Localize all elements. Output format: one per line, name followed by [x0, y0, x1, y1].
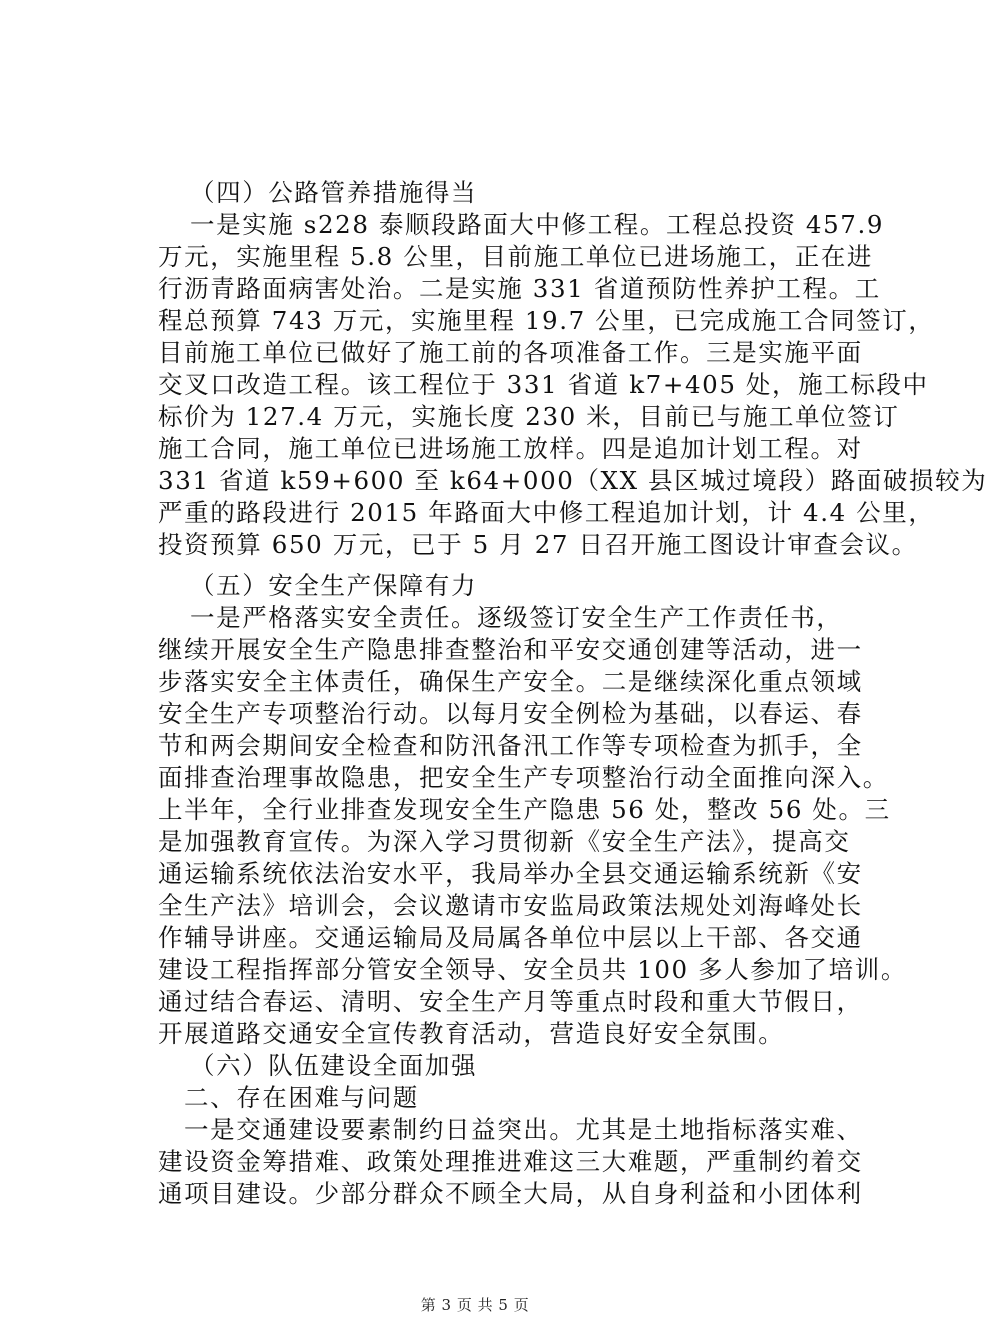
paragraph-line: 一是实施 s228 泰顺段路面大中修工程。工程总投资 457.9	[190, 210, 885, 239]
paragraph-line: 建设资金筹措难、政策处理推进难这三大难题，严重制约着交	[158, 1147, 863, 1176]
paragraph-line: 一是交通建设要素制约日益突出。尤其是土地指标落实难、	[184, 1115, 863, 1144]
paragraph-line: 目前施工单位已做好了施工前的各项准备工作。三是实施平面	[158, 338, 863, 367]
paragraph-line: 上半年，全行业排查发现安全生产隐患 56 处，整改 56 处。三	[158, 795, 891, 824]
paragraph-line: 通项目建设。少部分群众不顾全大局，从自身利益和小团体利	[158, 1179, 863, 1208]
paragraph-line: 通过结合春运、清明、安全生产月等重点时段和重大节假日，	[158, 987, 863, 1016]
paragraph-line: 331 省道 k59+600 至 k64+000（XX 县区城过境段）路面破损较为	[158, 466, 987, 495]
section-6-heading: （六）队伍建设全面加强	[190, 1051, 478, 1080]
paragraph-line: 程总预算 743 万元，实施里程 19.7 公里，已完成施工合同签订，	[158, 306, 935, 335]
paragraph-line: 步落实安全主体责任，确保生产安全。二是继续深化重点领域	[158, 667, 863, 696]
paragraph-line: 安全生产专项整治行动。以每月安全例检为基础，以春运、春	[158, 699, 863, 728]
paragraph-line: 万元，实施里程 5.8 公里，目前施工单位已进场施工，正在进	[158, 242, 874, 271]
section-5	[158, 570, 907, 1210]
paragraph-line: 投资预算 650 万元，已于 5 月 27 日召开施工图设计审查会议。	[158, 530, 918, 559]
section-4	[158, 177, 987, 561]
paragraph-line: 通运输系统依法治安水平，我局举办全县交通运输系统新《安	[158, 859, 863, 888]
paragraph-line: 标价为 127.4 万元，实施长度 230 米，目前已与施工单位签订	[158, 402, 900, 431]
paragraph-line: 是加强教育宣传。为深入学习贯彻新《安全生产法》，提高交	[158, 827, 851, 856]
paragraph-line: 面排查治理事故隐患，把安全生产专项整治行动全面推向深入。	[158, 763, 889, 792]
part-2-heading: 二、存在困难与问题	[184, 1083, 419, 1112]
paragraph-line: 开展道路交通安全宣传教育活动，营造良好安全氛围。	[158, 1019, 785, 1048]
paragraph-line: 继续开展安全生产隐患排查整治和平安交通创建等活动，进一	[158, 635, 863, 664]
section-5-heading: （五）安全生产保障有力	[190, 571, 478, 600]
paragraph-line: 节和两会期间安全检查和防汛备汛工作等专项检查为抓手，全	[158, 731, 863, 760]
paragraph-line: 行沥青路面病害处治。二是实施 331 省道预防性养护工程。工	[158, 274, 881, 303]
paragraph-line: 一是严格落实安全责任。逐级签订安全生产工作责任书，	[190, 603, 843, 632]
paragraph-line: 作辅导讲座。交通运输局及局属各单位中层以上干部、各交通	[158, 923, 863, 952]
paragraph-line: 施工合同，施工单位已进场施工放样。四是追加计划工程。对	[158, 434, 863, 463]
paragraph-line: 交叉口改造工程。该工程位于 331 省道 k7+405 处，施工标段中	[158, 370, 929, 399]
section-4-heading: （四）公路管养措施得当	[190, 178, 478, 207]
page-footer: 第 3 页 共 5 页	[420, 1296, 530, 1314]
paragraph-line: 建设工程指挥部分管安全领导、安全员共 100 多人参加了培训。	[158, 955, 907, 984]
paragraph-line: 严重的路段进行 2015 年路面大中修工程追加计划，计 4.4 公里，	[158, 498, 935, 527]
paragraph-line: 全生产法》培训会，会议邀请市安监局政策法规处刘海峰处长	[158, 891, 863, 920]
